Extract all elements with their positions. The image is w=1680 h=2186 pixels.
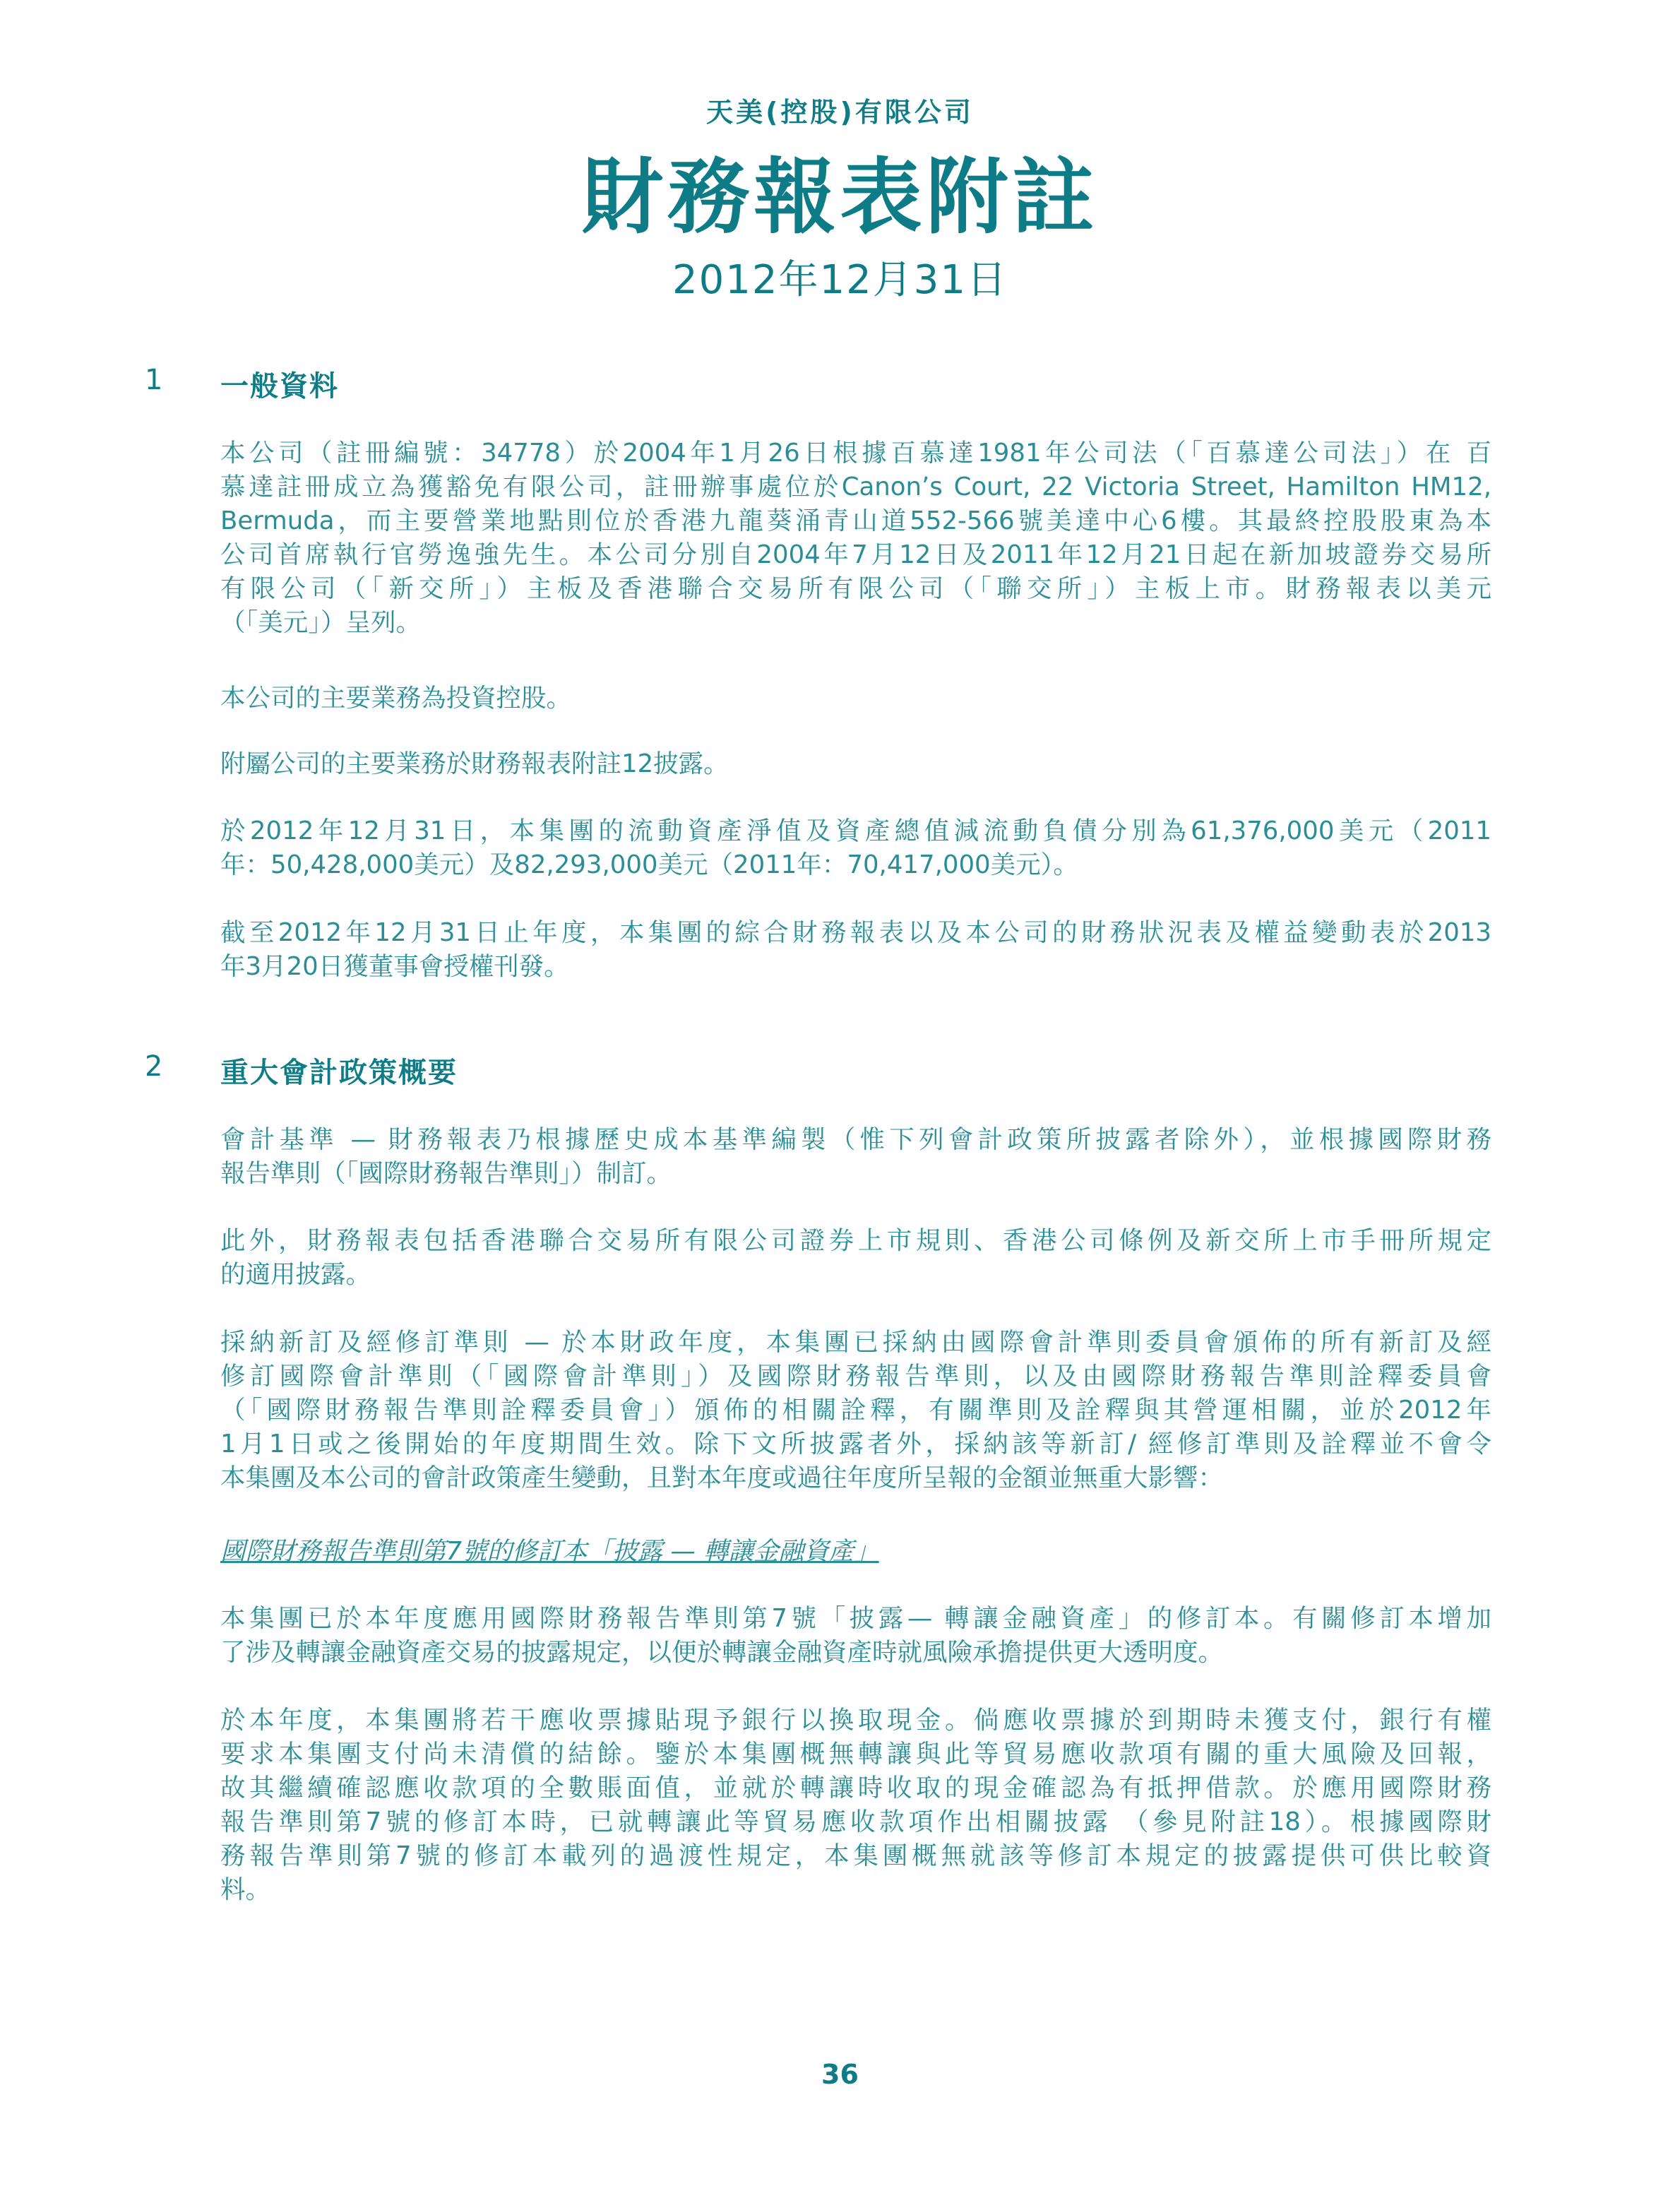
paragraph: [220, 1326, 1491, 1495]
paragraph-line: Bermuda，而主要營業地點則位於香港九龍葵涌青山道552-566號美達中心6樓。其最終控股股東為本: [220, 506, 1491, 535]
paragraph-line: 故其繼續確認應收款項的全數賬面值，並就於轉讓時收取的現金確認為有抵押借款。於應用國際財務: [220, 1774, 1491, 1802]
paragraph-line: 的適用披露。: [220, 1260, 371, 1289]
paragraph-line: 於本年度，本集團將若干應收票據貼現予銀行以換取現金。倘應收票據於到期時未獲支付，銀行有權: [220, 1706, 1491, 1735]
page-title: 財務報表附註: [581, 150, 1099, 245]
paragraph: [220, 916, 1491, 984]
paragraph-line: 慕達註冊成立為獲豁免有限公司，註冊辦事處位於Canon’s Court, 22 Victoria Street, Hamilton HM12,: [220, 473, 1491, 501]
paragraph-line: 年3月20日獲董事會授權刊發。: [220, 952, 569, 981]
paragraph-line: 修訂國際會計準則（「國際會計準則」）及國際財務報告準則，以及由國際財務報告準則詮釋委員會: [220, 1362, 1491, 1391]
report-date: 2012年12月31日: [672, 257, 1008, 303]
section-title: 重大會計政策概要: [220, 1057, 458, 1089]
paragraph-line: 本公司的主要業務為投資控股。: [220, 684, 572, 713]
paragraph: [220, 1224, 1491, 1292]
paragraph: [220, 682, 1491, 715]
section-number: 2: [145, 1050, 163, 1083]
paragraph: [220, 747, 1491, 781]
paragraph-line: 了涉及轉讓金融資產交易的披露規定，以便於轉讓金融資產時就風險承擔提供更大透明度。: [220, 1638, 1224, 1667]
page-number: 36: [821, 2059, 859, 2090]
paragraph-line: 於2012年12月31日，本集團的流動資產淨值及資產總值減流動負債分別為61,376,000美元（2011: [220, 816, 1491, 845]
paragraph-line: 截至2012年12月31日止年度，本集團的綜合財務報表以及本公司的財務狀況表及權益變動表於2013: [220, 918, 1491, 947]
paragraph-line: 要求本集團支付尚未清償的結餘。鑒於本集團概無轉讓與此等貿易應收款項有關的重大風險及回報，: [220, 1740, 1491, 1769]
paragraph-line: 有限公司（「新交所」）主板及香港聯合交易所有限公司（「聯交所」）主板上市。財務報表以美元: [220, 574, 1491, 603]
paragraph: [220, 436, 1491, 640]
paragraph-line: 料。: [220, 1875, 271, 1904]
paragraph-line: 務報告準則第7號的修訂本載列的過渡性規定，本集團概無就該等修訂本規定的披露提供可供比較資: [220, 1841, 1491, 1870]
paragraph-line: 公司首席執行官勞逸強先生。本公司分別自2004年7月12日及2011年12月21日起在新加坡證券交易所: [220, 540, 1491, 569]
paragraph: [220, 1602, 1491, 1670]
paragraph-line: 1月1日或之後開始的年度期間生效。除下文所披露者外，採納該等新訂/ 經修訂準則及詮釋並不會令: [220, 1430, 1491, 1459]
paragraph-line: 報告準則（「國際財務報告準則」）制訂。: [220, 1159, 672, 1188]
paragraph: [220, 1704, 1491, 1907]
paragraph-line: 年：50,428,000美元）及82,293,000美元（2011年：70,417,000美元）。: [220, 850, 1078, 879]
paragraph: [220, 1123, 1491, 1191]
paragraph-line: 會計基準 — 財務報表乃根據歷史成本基準編製（惟下列會計政策所披露者除外），並根據國際財務: [220, 1125, 1491, 1154]
paragraph-line: 採納新訂及經修訂準則 — 於本財政年度，本集團已採納由國際會計準則委員會頒佈的所有新訂及經: [220, 1328, 1491, 1357]
paragraph-line: 本公司（註冊編號：34778）於2004年1月26日根據百慕達1981年公司法（「百慕達公司法」）在 百: [220, 439, 1491, 468]
paragraph-line: （「美元」）呈列。: [220, 608, 422, 637]
section-title: 一般資料: [220, 370, 339, 403]
paragraph-line: 本集團已於本年度應用國際財務報告準則第7號「披露— 轉讓金融資產」的修訂本。有關修訂本增加: [220, 1604, 1491, 1633]
paragraph-line: 本集團及本公司的會計政策產生變動，且對本年度或過往年度所呈報的金額並無重大影響：: [220, 1463, 1224, 1492]
paragraph-line: 報告準則第7號的修訂本時，已就轉讓此等貿易應收款項作出相關披露 （參見附註18）。根據國際財: [220, 1807, 1491, 1836]
paragraph-line: 此外，財務報表包括香港聯合交易所有限公司證券上市規則、香港公司條例及新交所上市手冊所規定: [220, 1226, 1491, 1255]
paragraph-line: 附屬公司的主要業務於財務報表附註12披露。: [220, 749, 729, 778]
section-number: 1: [145, 364, 163, 396]
paragraph: [220, 814, 1491, 882]
paragraph-line: （「國際財務報告準則詮釋委員會」）頒佈的相關詮釋，有關準則及詮釋與其營運相關，並於2012年: [220, 1396, 1491, 1425]
company-name: 天美(控股)有限公司: [706, 97, 974, 128]
subheading: 國際財務報告準則第7號的修訂本「披露 — 轉讓金融資產」: [220, 1537, 879, 1566]
